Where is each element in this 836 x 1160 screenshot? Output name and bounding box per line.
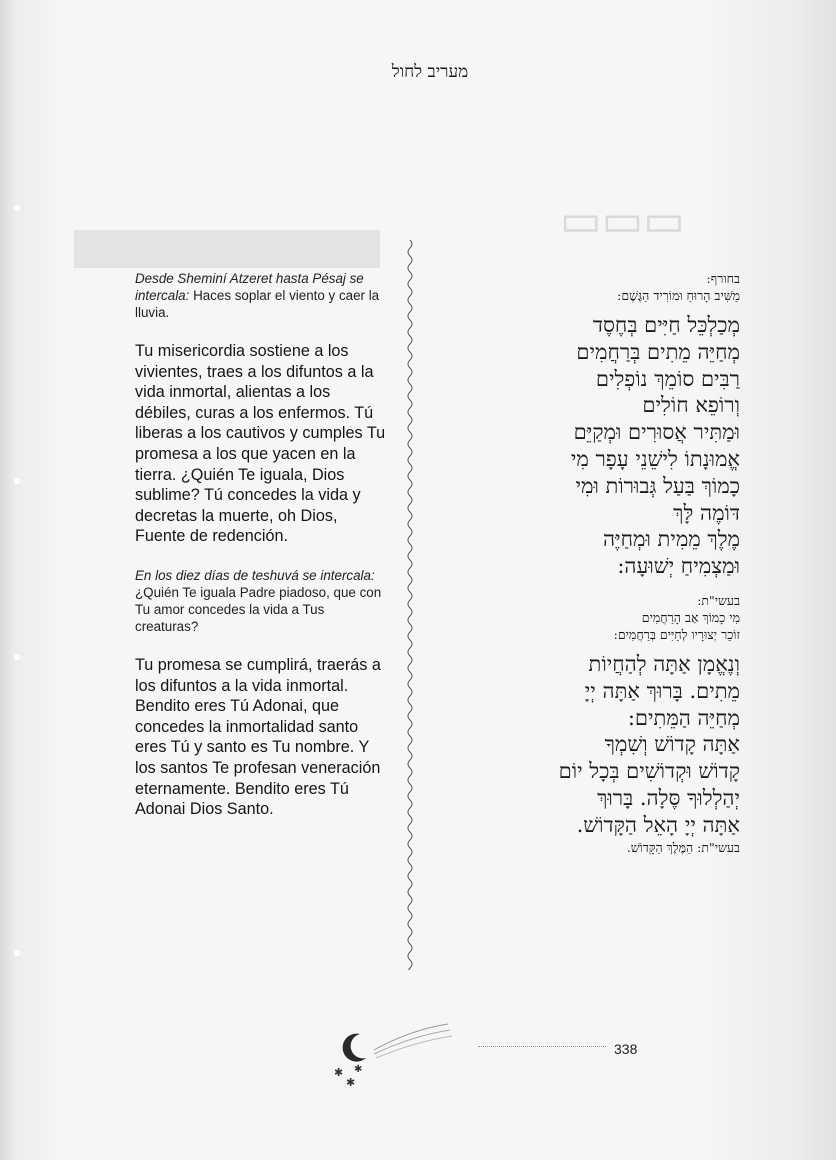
hebrew-teshuva-ending: בעשי"ת: הַמֶּלֶךְ הַקָּדוֹשׁ. xyxy=(626,839,740,855)
hebrew-line: וּמַצְמִיחַ יְשׁוּעָה: xyxy=(617,554,740,579)
hebrew-line: מְחַיֵּה הַמֵּתִים: xyxy=(627,705,740,730)
paragraph-blessing: Bendito eres Tú Adonai, que concedes la inmortalidad santo eres Tú y santo es Tu nombre. Y los santos Te profesan veneración eternamente. Bendito eres Tú Adonai Dios Santo. xyxy=(135,697,381,819)
hebrew-kedusha-text xyxy=(440,651,740,839)
hebrew-line: מְחַיֵּה מֵתִים בְּרַחֲמִים xyxy=(576,339,740,364)
intercalation-note-winter xyxy=(135,270,390,321)
hebrew-line: וּמַתִּיר אֲסוּרִים וּמְקַיֵּם xyxy=(573,420,740,445)
svg-text:✱: ✱ xyxy=(334,1066,344,1079)
hebrew-line: אַתָּה יְיָ הָאֵל הַקָּדוֹשׁ. xyxy=(576,812,740,837)
intercalation-note-teshuva xyxy=(135,567,390,635)
footer-rule xyxy=(478,1046,606,1047)
hebrew-line: כָמוֹךְ בַּעַל גְּבוּרוֹת וּמִי xyxy=(575,473,740,498)
note-body: ¿Quién Te iguala Padre piadoso, que con Tu amor concedes la vida a Tus creaturas? xyxy=(135,584,382,634)
column-divider xyxy=(404,240,416,970)
hebrew-line: קָדוֹשׁ וּקְדוֹשִׁים בְּכָל יוֹם xyxy=(558,759,740,784)
paragraph-mercy: Tu misericordia sostiene a los vivientes, traes a los difuntos a la vida inmortal, alientas a los débiles, curas a los enfermos. Tú liberas a los cautivos y cumples Tu promesa a los que yacen en la tierra. ¿Quién Te iguala, Dios sublime? Tú concedes la vida y decretas la muerte, oh Dios, Fuente de redención. xyxy=(135,342,386,546)
binding-hole xyxy=(14,654,20,660)
hebrew-line: וְרוֹפֵא חוֹלִים xyxy=(642,393,740,418)
spanish-column xyxy=(135,270,390,834)
hebrew-gevurot-text xyxy=(440,312,740,580)
binding-hole xyxy=(14,478,20,484)
hebrew-line: דּוֹמֶה לָּךְ xyxy=(673,500,740,525)
hebrew-teshuva-insertion xyxy=(440,592,740,643)
hebrew-winter-insertion xyxy=(440,270,740,304)
note-intro: Desde Sheminí Atzeret hasta Pésaj se intercala: xyxy=(135,271,364,303)
bleed-through-artifact: ▭▭▭ xyxy=(560,196,685,245)
note-intro: En los diez días de teshuvá se intercala: xyxy=(135,567,375,583)
binding-hole xyxy=(14,205,20,211)
hebrew-line: אֱמוּנָתוֹ לִישֵׁנֵי עָפָר מִי xyxy=(570,446,740,471)
page-number: 338 xyxy=(614,1041,638,1057)
hebrew-line: זוֹכֵר יְצוּרָיו לְחַיִּים בְּרַחֲמִים: xyxy=(613,626,740,642)
hebrew-line: רַבִּים סוֹמֵךְ נוֹפְלִים xyxy=(595,366,740,391)
gray-band-artifact xyxy=(74,230,380,268)
svg-text:✱: ✱ xyxy=(346,1076,356,1089)
moon-and-stars-icon xyxy=(330,1020,460,1090)
hebrew-line: בחורף: xyxy=(706,271,740,286)
hebrew-line: מֶלֶךְ מֵמִית וּמְחַיֶּה xyxy=(603,527,740,552)
note-body: Haces soplar el viento y caer la lluvia. xyxy=(135,288,380,320)
hebrew-line: מְכַלְכֵּל חַיִּים בְּחֶסֶד xyxy=(592,313,740,337)
svg-text:✱: ✱ xyxy=(354,1064,363,1075)
binding-hole xyxy=(14,950,20,956)
hebrew-column xyxy=(440,270,740,856)
hebrew-line: בעשי"ת: xyxy=(697,592,740,608)
hebrew-line: מִי כָמוֹךְ אַב הָרַחֲמִים xyxy=(641,609,740,625)
hebrew-line: וְנֶאֱמָן אַתָּה לְהַחֲיוֹת xyxy=(588,651,740,676)
hebrew-line: יְהַלְלוּךָ סֶּלָה. בָּרוּךְ xyxy=(597,785,740,810)
paragraph-promise: Tu promesa se cumplirá, traerás a los difuntos a la vida inmortal. xyxy=(135,655,381,695)
hebrew-line: אַתָּה קָדוֹשׁ וְשִׁמְךָ xyxy=(604,732,740,757)
page-header: מעריב לחול xyxy=(391,62,469,82)
hebrew-line: מַשִּׁיב הָרוּחַ וּמוֹרִיד הַגֶּשֶׁם: xyxy=(617,288,740,303)
hebrew-line: מֵתִים. בָּרוּךְ אַתָּה יְיָ xyxy=(584,678,740,703)
